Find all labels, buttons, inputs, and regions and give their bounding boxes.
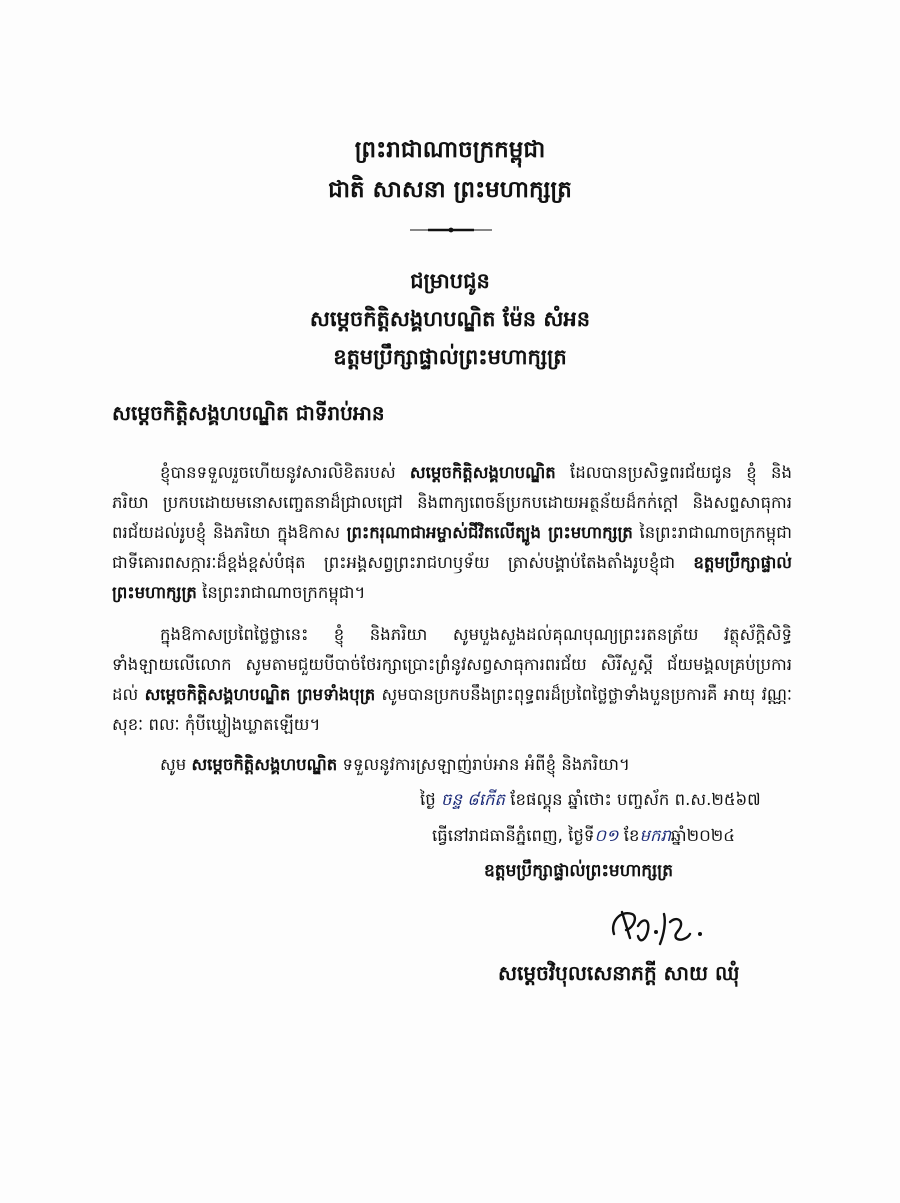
lunar-date-handwritten: ចន្ទ ៨កើត bbox=[440, 790, 506, 809]
p2-text-2: សូមបានប្រកបនឹងព្រះពុទ្ធពរដ៏ប្រពៃថ្លៃថ្លាទាំងបួនប្រការគឺ អាយុ វណ្ណៈ សុខៈ ពលៈ កុំបីឃ្លៀងឃ្លាតឡើយ។ bbox=[112, 685, 792, 734]
place-date-month-label: ខែ bbox=[618, 826, 640, 845]
p3-text-2: ទទួលនូវការស្រឡាញ់រាប់អាន អំពីខ្ញុំ និងភរិយា។ bbox=[337, 755, 630, 774]
ornament-divider bbox=[410, 226, 492, 234]
lunar-date bbox=[420, 790, 761, 814]
p2-bold-1: សម្តេចកិត្តិសង្គហបណ្ឌិត ព្រមទាំងបុត្រ bbox=[144, 685, 376, 704]
place-date-day: ០១ bbox=[594, 826, 619, 845]
p1-text-2: ដែលបានប្រសិទ្ធពរជ័យជូន ខ្ញុំ និងភរិយា ប្រកបដោយមនោសញ្ចេតនាដ៏ជ្រាលជ្រៅ និងពាក្យពេចន៍ប្រកបដោយអត្ថន័យដ៏កក់ក្តៅ និងសព្ទសាធុការពរជ័យដល់រូបខ្ញុំ និងភរិយា ក្នុងឱកាស bbox=[112, 463, 792, 542]
place-date-prefix: ធ្វើនៅរាជធានីភ្នំពេញ, ថ្ងៃទី bbox=[432, 826, 595, 845]
addressee-greeting: ជម្រាបជូន bbox=[410, 269, 490, 293]
p2-text-1: ក្នុងឱកាសប្រពៃថ្លៃថ្លានេះ ខ្ញុំ និងភរិយា សូមបួងសួងដល់គុណបុណ្យព្រះរតនត្រ័យ វត្ថុស័ក្តិសិទ្ធិទាំងឡាយលើលោក សូមតាមជួយបីបាច់ថែរក្សាប្រោះព្រំនូវសព្វសាធុការពរជ័យ សិរីសួស្តី ជ័យមង្គលគ្រប់ប្រការដល់ bbox=[112, 625, 792, 704]
salutation: សម្តេចកិត្តិសង្គហបណ្ឌិត ជាទីរាប់អាន bbox=[112, 401, 385, 425]
addressee-position: ឧត្តមប្រឹក្សាផ្ទាល់ព្រះមហាក្សត្រ bbox=[333, 345, 567, 369]
place-date-month: មករា bbox=[639, 826, 671, 845]
body-paragraph-3 bbox=[112, 750, 792, 780]
p1-text-1: ខ្ញុំបានទទួលរួចហើយនូវសារលិខិតរបស់ bbox=[160, 463, 410, 482]
body-paragraph-1 bbox=[112, 458, 792, 608]
p1-text-3: នៃព្រះរាជាណាចក្រកម្ពុជា ជាទីគោរពសក្ការៈដ៏ខ្ពង់ខ្ពស់បំផុត ព្រះអង្គសព្វព្រះរាជហឫទ័យ ត្រាស់បង្គាប់តែងតាំងរូបខ្ញុំជា bbox=[112, 523, 792, 572]
p1-bold-1: សម្តេចកិត្តិសង្គហបណ្ឌិត bbox=[409, 463, 556, 482]
addressee-block bbox=[0, 262, 900, 376]
lunar-date-rest: ខែផល្គុន ឆ្នាំថោះ បញ្ចស័ក ព.ស.២៥៦៧ bbox=[505, 790, 761, 809]
signatory-title: ឧត្តមប្រឹក្សាផ្ទាល់ព្រះមហាក្សត្រ bbox=[484, 861, 674, 881]
body-paragraph-2 bbox=[112, 620, 792, 740]
lunar-date-prefix: ថ្ងៃ bbox=[420, 790, 441, 809]
p1-bold-3: ឧត្តមប្រឹក្សាផ្ទាល់ព្រះមហាក្សត្រ bbox=[112, 553, 792, 602]
p3-text-1: សូម bbox=[160, 755, 192, 774]
p3-bold-1: សម្តេចកិត្តិសង្គហបណ្ឌិត bbox=[191, 755, 338, 774]
kingdom-title: ព្រះរាជាណាចក្រកម្ពុជា bbox=[354, 137, 546, 163]
p1-text-4: នៃព្រះរាជាណាចក្រកម្ពុជា។ bbox=[196, 583, 366, 602]
signatory-name: សម្តេចវិបុលសេនាភក្តី សាយ ឈុំ bbox=[498, 961, 740, 985]
place-date bbox=[432, 826, 735, 850]
p1-bold-2: ព្រះករុណាជាអម្ចាស់ជីវិតលើត្បូង ព្រះមហាក្សត្រ bbox=[346, 523, 633, 542]
place-date-year: ឆ្នាំ២០២៤ bbox=[670, 826, 735, 845]
handwritten-signature bbox=[604, 900, 714, 950]
addressee-name: សម្តេចកិត្តិសង្គហបណ្ឌិត ម៉ែន សំអន bbox=[309, 307, 591, 331]
letter-header bbox=[0, 130, 900, 210]
national-motto: ជាតិ សាសនា ព្រះមហាក្សត្រ bbox=[328, 177, 572, 203]
